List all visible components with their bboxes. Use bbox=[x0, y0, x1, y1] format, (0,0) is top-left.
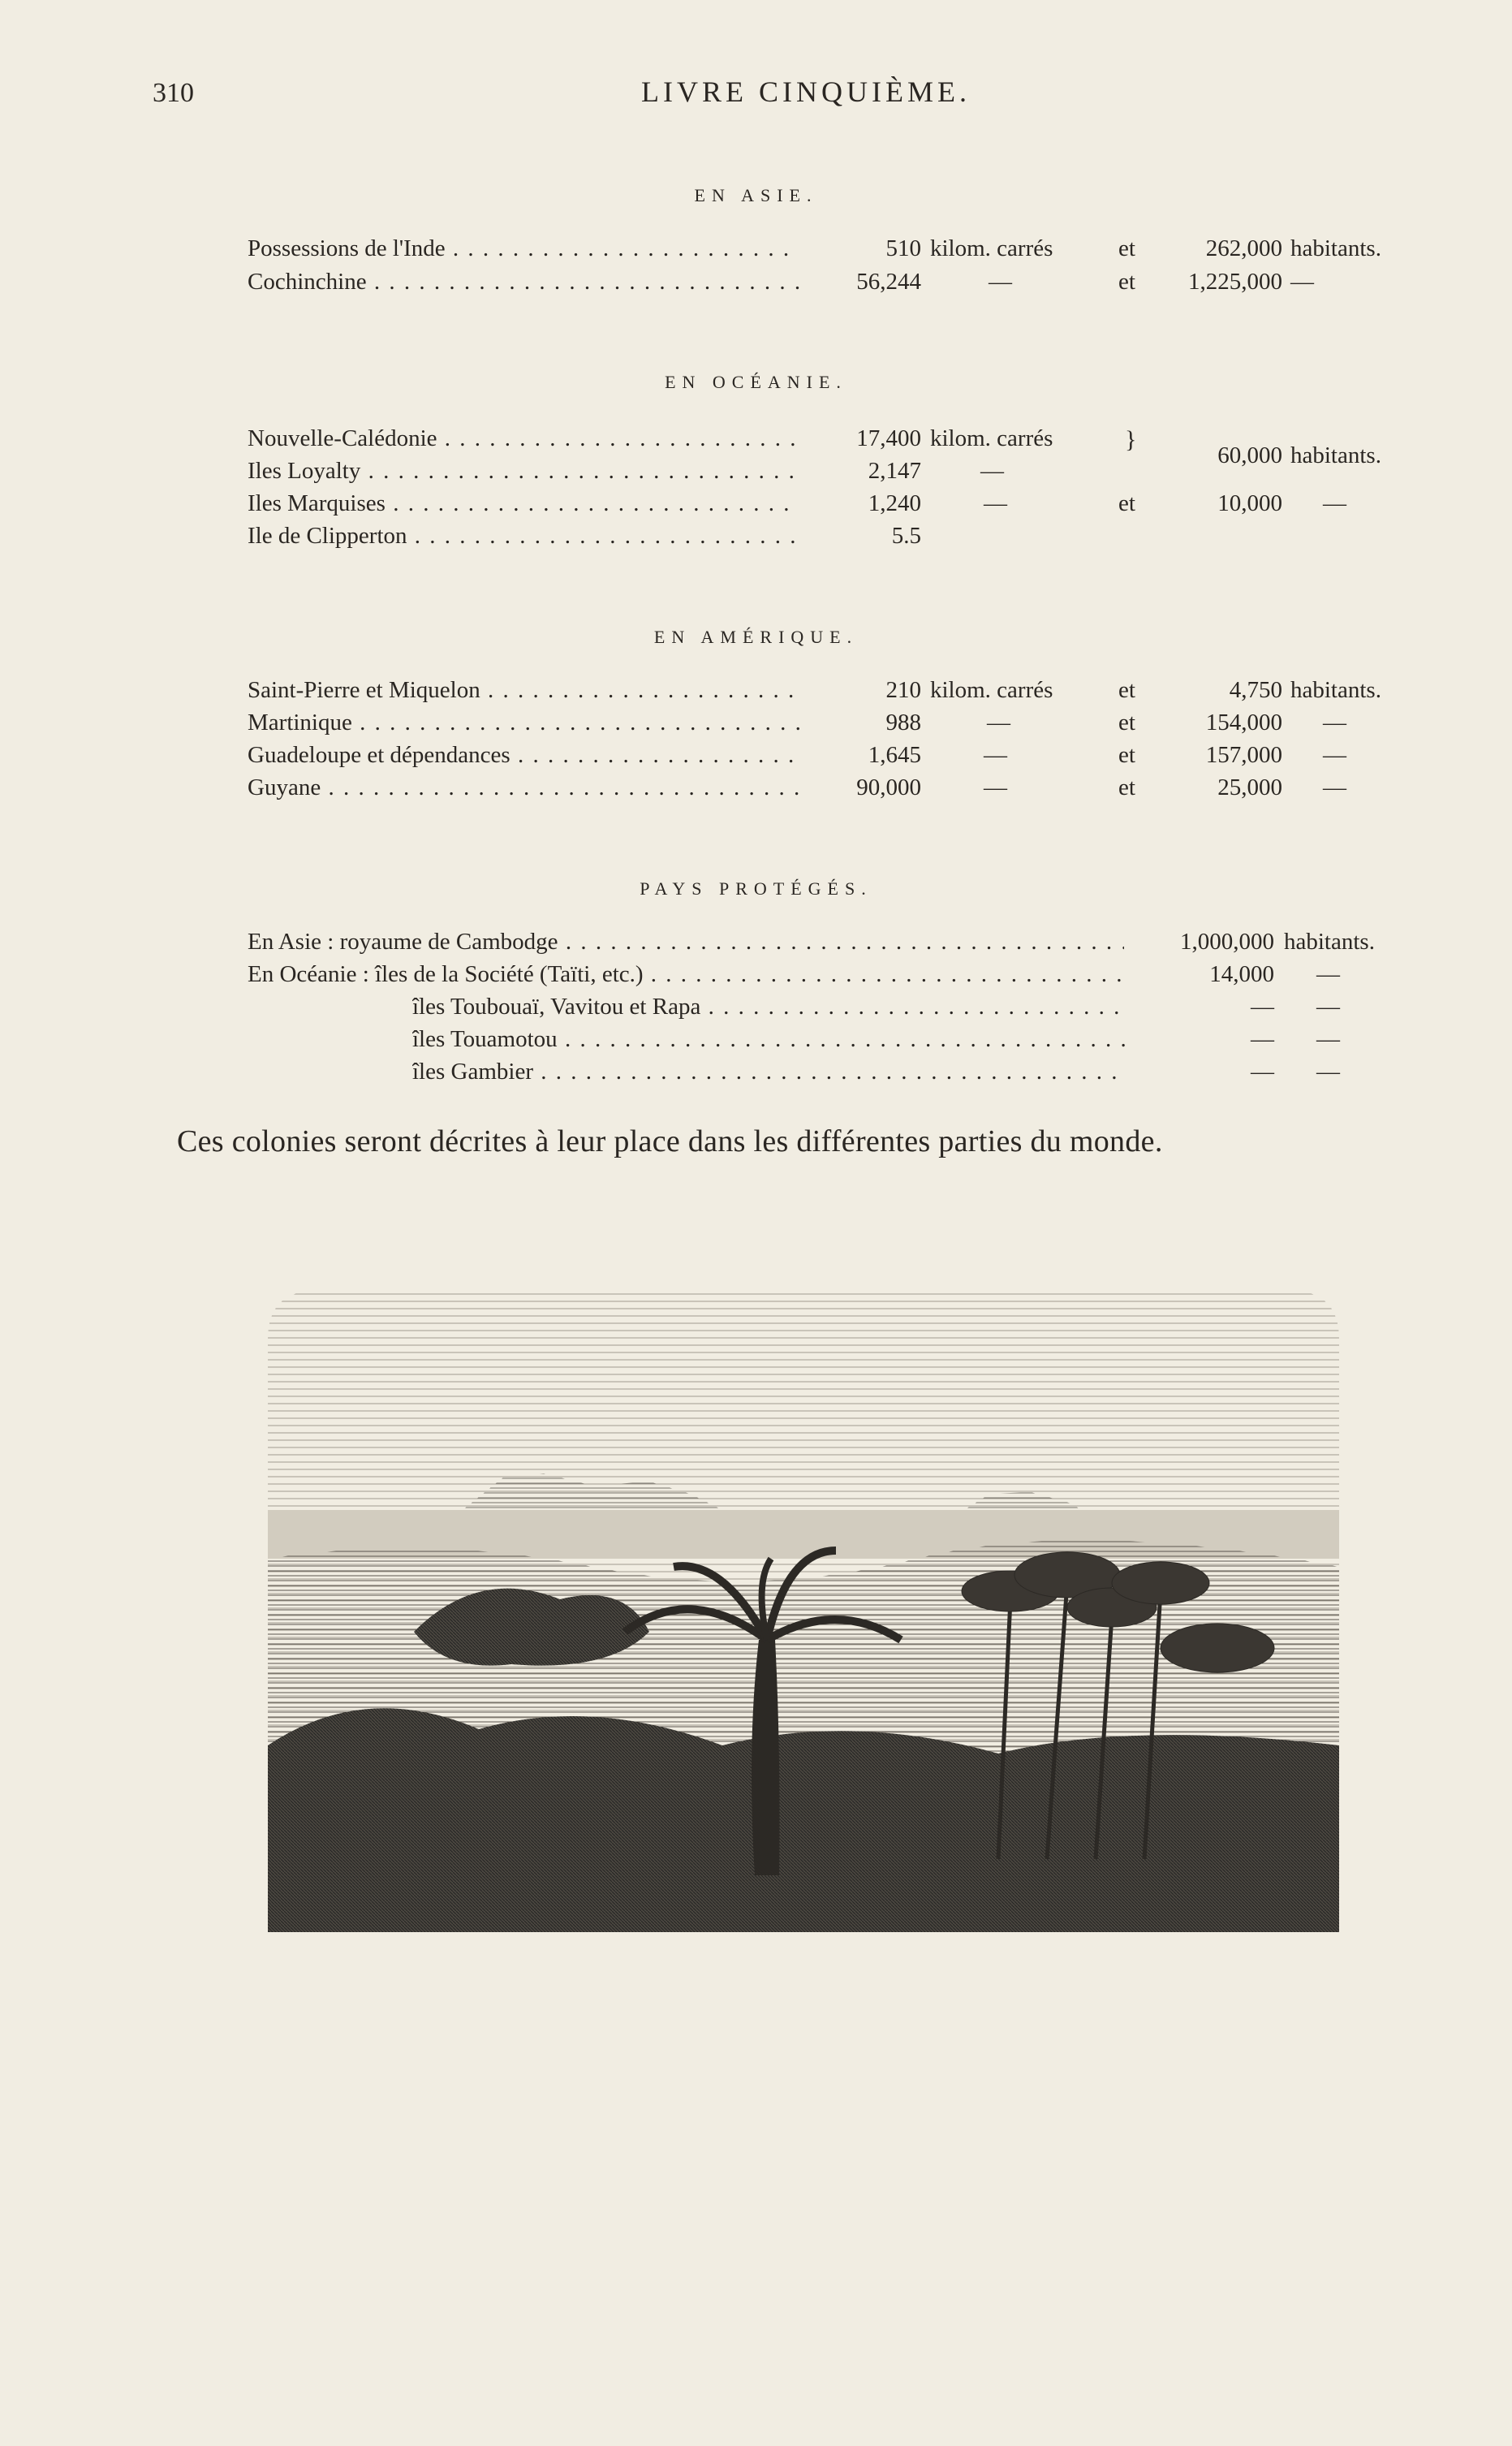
table-row bbox=[0, 490, 1512, 524]
row-area: 210 bbox=[885, 677, 921, 703]
row-area-unit: — bbox=[987, 710, 1010, 736]
row-area: 1,645 bbox=[868, 742, 921, 768]
row-label: Guyane . . . bbox=[248, 774, 799, 801]
row-label: Martinique . . . bbox=[248, 710, 799, 736]
row-label: îles Toubouaï, Vavitou et Rapa . . . bbox=[412, 994, 1126, 1020]
row-label: Iles Marquises . . . bbox=[248, 490, 799, 517]
row-population: 1,225,000 bbox=[1188, 269, 1282, 295]
table-row bbox=[0, 929, 1512, 963]
foreground-vegetation bbox=[268, 1708, 1339, 1932]
row-area-unit: — bbox=[984, 774, 1007, 800]
row-area-unit: — bbox=[984, 490, 1007, 516]
row-population-unit: — bbox=[1323, 774, 1346, 800]
braced-population-unit: habitants. bbox=[1290, 442, 1381, 468]
row-population-unit: — bbox=[1316, 1026, 1340, 1052]
row-area: 56,244 bbox=[856, 269, 921, 295]
table-row bbox=[0, 235, 1512, 270]
row-population-unit: — bbox=[1316, 994, 1340, 1020]
row-area-unit: kilom. carrés bbox=[930, 677, 1053, 703]
row-population: 157,000 bbox=[1205, 742, 1282, 768]
row-area-unit: — bbox=[984, 742, 1007, 768]
row-population: 4,750 bbox=[1229, 677, 1282, 703]
row-area: 90,000 bbox=[856, 774, 921, 800]
row-label: Saint-Pierre et Miquelon . . . bbox=[248, 677, 799, 704]
page-number: 310 bbox=[153, 78, 194, 108]
table-row bbox=[0, 677, 1512, 711]
table-row bbox=[0, 742, 1512, 776]
row-area: 17,400 bbox=[856, 425, 921, 451]
row-label: En Asie : royaume de Cambodge . . . bbox=[248, 929, 1124, 956]
row-area-unit: — bbox=[980, 458, 1004, 484]
row-population: 154,000 bbox=[1205, 710, 1282, 736]
row-population-unit: — bbox=[1316, 1059, 1340, 1085]
section-heading-asie: EN ASIE. bbox=[694, 185, 818, 205]
table-row bbox=[0, 1059, 1512, 1093]
row-et: et bbox=[1118, 269, 1135, 295]
row-population-unit: habitants. bbox=[1290, 235, 1381, 261]
table-row bbox=[0, 774, 1512, 809]
row-population: 14,000 bbox=[1209, 961, 1274, 987]
row-area: 988 bbox=[885, 710, 921, 736]
row-et: et bbox=[1118, 235, 1135, 261]
table-row bbox=[0, 710, 1512, 744]
row-label: En Océanie : îles de la Société (Taïti, etc.) . . . bbox=[248, 961, 1124, 988]
row-population-unit: — bbox=[1323, 490, 1346, 516]
row-population: 1,000,000 bbox=[1180, 929, 1274, 955]
table-row bbox=[0, 994, 1512, 1028]
row-label: îles Touamotou . . . bbox=[412, 1026, 1126, 1053]
section-heading-amerique: EN AMÉRIQUE. bbox=[653, 627, 859, 647]
row-et: et bbox=[1118, 742, 1135, 768]
running-title: LIVRE CINQUIÈME. bbox=[641, 75, 971, 108]
closing-sentence: Ces colonies seront décrites à leur place dans les différentes parties du monde. bbox=[177, 1124, 1163, 1158]
row-population: 25,000 bbox=[1217, 774, 1282, 800]
row-population-unit: — bbox=[1290, 269, 1314, 295]
row-et: et bbox=[1118, 490, 1135, 516]
row-area-unit: kilom. carrés bbox=[930, 235, 1053, 261]
row-label: Nouvelle-Calédonie . . . bbox=[248, 425, 799, 452]
row-area-unit: — bbox=[989, 269, 1012, 295]
row-area: 2,147 bbox=[868, 458, 921, 484]
row-population-unit: — bbox=[1316, 961, 1340, 987]
row-population: 10,000 bbox=[1217, 490, 1282, 516]
row-area-unit: kilom. carrés bbox=[930, 425, 1053, 451]
row-population-unit: habitants. bbox=[1284, 929, 1375, 955]
brace: } bbox=[1125, 426, 1137, 453]
section-heading-oceanie: EN OCÉANIE. bbox=[665, 372, 847, 392]
table-row bbox=[0, 1026, 1512, 1060]
row-population: — bbox=[1251, 1026, 1274, 1052]
braced-population-value: 60,000 bbox=[1217, 442, 1282, 468]
landscape-engraving bbox=[268, 1291, 1339, 1932]
row-area: 1,240 bbox=[868, 490, 921, 516]
row-population: 262,000 bbox=[1205, 235, 1282, 261]
row-label: îles Gambier . . . bbox=[412, 1059, 1126, 1085]
row-et: et bbox=[1118, 774, 1135, 800]
row-population: — bbox=[1251, 1059, 1274, 1085]
table-row bbox=[0, 269, 1512, 303]
row-population-unit: — bbox=[1323, 710, 1346, 736]
row-population-unit: habitants. bbox=[1290, 677, 1381, 703]
row-et: et bbox=[1118, 677, 1135, 703]
row-population: — bbox=[1251, 994, 1274, 1020]
row-label: Possessions de l'Inde . . . bbox=[248, 235, 799, 262]
row-label: Cochinchine . . . bbox=[248, 269, 799, 296]
row-label: Guadeloupe et dépendances . . . bbox=[248, 742, 799, 769]
row-label: Ile de Clipperton . . . bbox=[248, 523, 799, 550]
row-label: Iles Loyalty . . . bbox=[248, 458, 799, 485]
row-area: 5.5 bbox=[891, 523, 921, 549]
section-heading-proteges: PAYS PROTÉGÉS. bbox=[640, 878, 872, 899]
table-row bbox=[0, 961, 1512, 995]
row-population-unit: — bbox=[1323, 742, 1346, 768]
row-area: 510 bbox=[885, 235, 921, 261]
braced-population bbox=[0, 442, 1512, 477]
row-et: et bbox=[1118, 710, 1135, 736]
table-row bbox=[0, 523, 1512, 557]
